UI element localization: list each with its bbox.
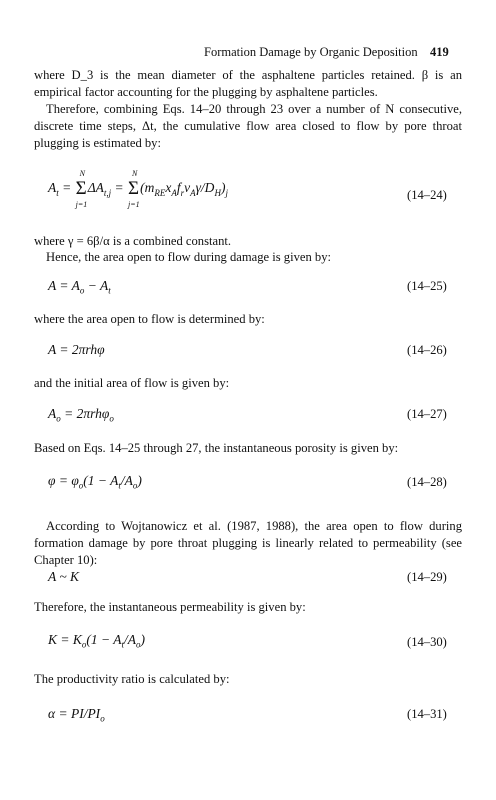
paragraph-10: The productivity ratio is calculated by:: [34, 672, 230, 686]
page-number: 419: [430, 45, 449, 59]
equation-number: (14–31): [407, 707, 447, 721]
paragraph-2: Therefore, combining Eqs. 14–20 through 23 over a number of N consecutive, discrete time steps, Δt, the cumulative flow area closed to flow by pore throat plugging is estimated by:: [34, 102, 462, 151]
equation-number: (14–28): [407, 475, 447, 489]
equation-number: (14–25): [407, 279, 447, 293]
equation-14-31: $\alpha = PI/PI_o$: [48, 706, 105, 724]
equation-number: (14–26): [407, 343, 447, 357]
equation-number: (14–29): [407, 570, 447, 584]
equation-14-26: A = 2πrhφ: [48, 342, 105, 357]
paragraph-6: and the initial area of flow is given by:: [34, 376, 230, 390]
paragraph-7: Based on Eqs. 14–25 through 27, the instantaneous porosity is given by:: [34, 441, 399, 455]
equation-14-29: A ~ K: [48, 569, 80, 584]
equation-14-28: $\varphi = \varphi_o(1 - A_t/A_o)$: [48, 473, 142, 491]
running-title: Formation Damage by Organic Deposition: [204, 45, 418, 59]
paragraph-4: Hence, the area open to flow during damage is given by:: [46, 250, 332, 264]
equation-14-27: $A_o = 2\pi rh\varphi_o$: [48, 406, 114, 424]
equation-number: (14–24): [407, 188, 447, 202]
equation-14-30: $K = K_o(1 - A_t/A_o)$: [48, 632, 145, 650]
equation-14-24: $A_t = \Sigma$ N j=1 $\Delta A_{t,j} = \Sigma$ N j=1 $(m_{RE}x_Af_rv_A\gamma/D_H)_j$: [48, 169, 228, 209]
paragraph-5: where the area open to flow is determined by:: [34, 312, 265, 326]
equation-14-25: $A = A_o - A_t$: [48, 278, 111, 296]
paragraph-1: where D_3 is the mean diameter of the asphaltene particles retained. β is an empirical factor accounting for the plugging by asphaltene particles.: [34, 68, 462, 100]
equation-number: (14–30): [407, 635, 447, 649]
paragraph-3: where γ = 6β/α is a combined constant.: [34, 234, 232, 248]
equation-number: (14–27): [407, 407, 447, 421]
paragraph-9: Therefore, the instantaneous permeability is given by:: [34, 600, 306, 614]
paragraph-8: According to Wojtanowicz et al. (1987, 1988), the area open to flow during formation damage by pore throat plugging is linearly related to permeability (see Chapter 10):: [34, 519, 462, 568]
